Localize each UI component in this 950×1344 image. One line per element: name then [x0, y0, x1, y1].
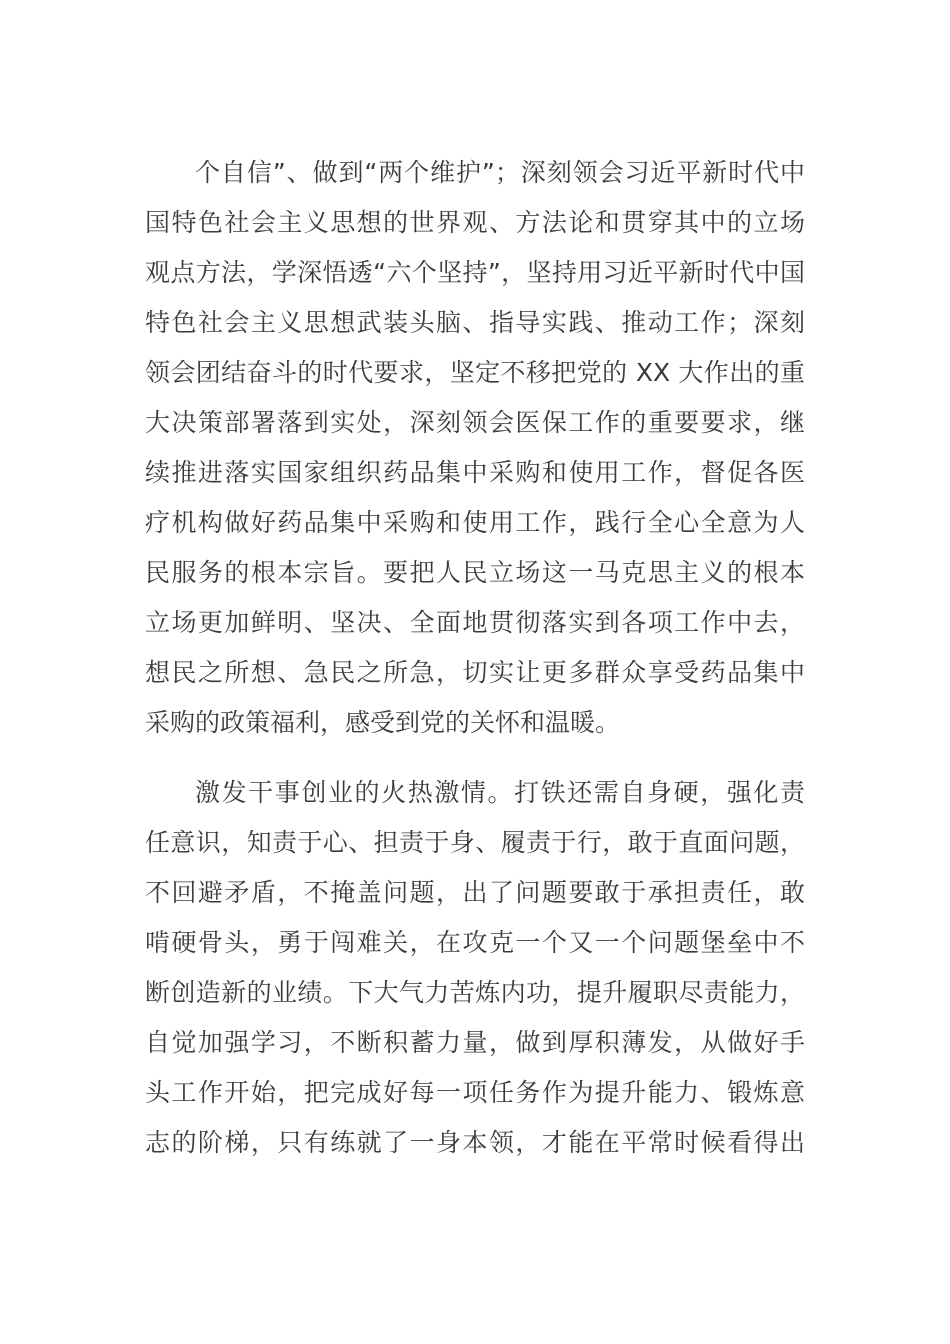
- text-line: 民服务的根本宗旨。要把人民立场这一马克思主义的根本: [145, 558, 805, 587]
- text-line: 任意识，知责于心、担责于身、履责于行，敢于直面问题，: [145, 828, 805, 857]
- text-line: 头工作开始，把完成好每一项任务作为提升能力、锻炼意: [145, 1078, 805, 1107]
- text-line: 观点方法，学深悟透“六个坚持”，坚持用习近平新时代中国: [145, 258, 805, 287]
- text-line: 自觉加强学习，不断积蓄力量，做到厚积薄发，从做好手: [145, 1028, 805, 1057]
- text-line: 大决策部署落到实处，深刻领会医保工作的重要要求，继: [145, 408, 805, 437]
- text-line: 个自信”、做到“两个维护”；深刻领会习近平新时代中: [195, 158, 805, 187]
- text-line: 领会团结奋斗的时代要求，坚定不移把党的 XX 大作出的重: [145, 358, 805, 387]
- text-line: 激发干事创业的火热激情。打铁还需自身硬，强化责: [195, 778, 805, 807]
- text-line: 志的阶梯，只有练就了一身本领，才能在平常时候看得出: [145, 1128, 805, 1157]
- text-line: 疗机构做好药品集中采购和使用工作，践行全心全意为人: [145, 508, 805, 537]
- text-line: 啃硬骨头，勇于闯难关，在攻克一个又一个问题堡垒中不: [145, 928, 805, 957]
- text-line: 立场更加鲜明、坚决、全面地贯彻落实到各项工作中去，: [145, 608, 805, 637]
- paragraph-1: [145, 148, 805, 748]
- text-line: 国特色社会主义思想的世界观、方法论和贯穿其中的立场: [145, 208, 805, 237]
- text-line: 采购的政策福利，感受到党的关怀和温暖。: [145, 708, 621, 737]
- text-line: 续推进落实国家组织药品集中采购和使用工作，督促各医: [145, 458, 805, 487]
- text-line: 特色社会主义思想武装头脑、指导实践、推动工作；深刻: [145, 308, 805, 337]
- paragraph-2: [145, 768, 805, 1168]
- text-line: 想民之所想、急民之所急，切实让更多群众享受药品集中: [145, 658, 805, 687]
- text-line: 断创造新的业绩。下大气力苦炼内功，提升履职尽责能力，: [145, 978, 805, 1007]
- text-line: 不回避矛盾，不掩盖问题，出了问题要敢于承担责任，敢: [145, 878, 805, 907]
